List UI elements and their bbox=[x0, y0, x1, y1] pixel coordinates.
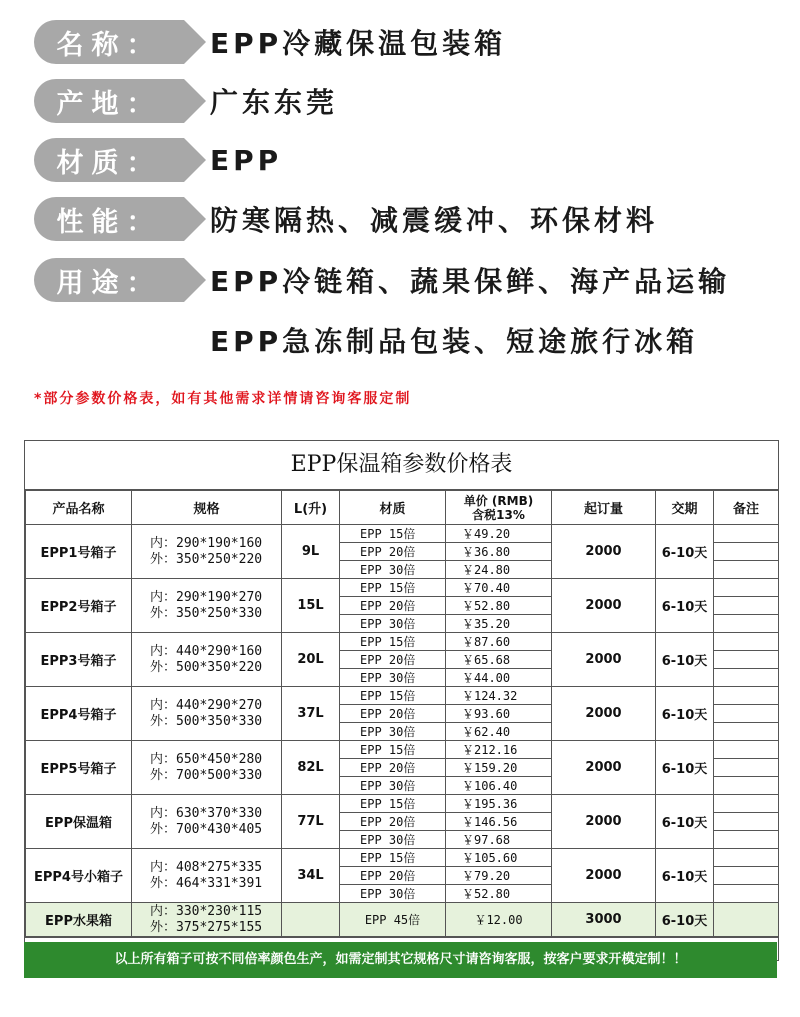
remark-cell bbox=[714, 525, 779, 543]
header-remark: 备注 bbox=[714, 491, 779, 525]
product-name: EPP2号箱子 bbox=[26, 579, 132, 633]
price-table bbox=[24, 440, 779, 961]
remark-cell bbox=[714, 669, 779, 687]
header-volume: L(升) bbox=[282, 491, 340, 525]
remark-cell bbox=[714, 651, 779, 669]
product-volume: 15L bbox=[282, 579, 340, 633]
spec-row-origin bbox=[34, 79, 339, 123]
inner-size: 内：330*230*115 bbox=[150, 903, 263, 919]
header-price-line1: 单价 (RMB) bbox=[463, 493, 534, 508]
product-spec bbox=[132, 687, 282, 741]
delivery-cell: 6-10天 bbox=[656, 687, 714, 741]
product-name: EPP保温箱 bbox=[26, 795, 132, 849]
remark-cell bbox=[714, 633, 779, 651]
material-cell: EPP 30倍 bbox=[340, 723, 446, 741]
price-cell: ￥87.60 bbox=[446, 633, 552, 651]
moq-cell: 2000 bbox=[552, 741, 656, 795]
material-cell: EPP 45倍 bbox=[340, 903, 446, 937]
price-cell: ￥65.68 bbox=[446, 651, 552, 669]
remark-cell bbox=[714, 813, 779, 831]
inner-size: 内：650*450*280 bbox=[150, 751, 263, 767]
price-cell: ￥159.20 bbox=[446, 759, 552, 777]
material-cell: EPP 30倍 bbox=[340, 777, 446, 795]
price-cell: ￥24.80 bbox=[446, 561, 552, 579]
material-cell: EPP 15倍 bbox=[340, 795, 446, 813]
remark-cell bbox=[714, 687, 779, 705]
spec-value: EPP bbox=[210, 143, 283, 177]
remark-cell bbox=[714, 705, 779, 723]
outer-size: 外：500*350*220 bbox=[150, 659, 263, 675]
material-cell: EPP 15倍 bbox=[340, 849, 446, 867]
inner-size: 内：408*275*335 bbox=[150, 859, 263, 875]
remark-cell bbox=[714, 885, 779, 903]
table-row bbox=[26, 795, 779, 813]
header-delivery: 交期 bbox=[656, 491, 714, 525]
product-spec bbox=[132, 741, 282, 795]
moq-cell: 2000 bbox=[552, 579, 656, 633]
price-cell: ￥105.60 bbox=[446, 849, 552, 867]
spec-value-2: EPP急冻制品包装、短途旅行冰箱 bbox=[210, 325, 699, 358]
spec-label: 材质： bbox=[34, 138, 184, 182]
footer-banner: 以上所有箱子可按不同倍率颜色生产，如需定制其它规格尺寸请咨询客服，按客户要求开模定制！！ bbox=[24, 942, 777, 978]
outer-size: 外：375*275*155 bbox=[150, 919, 263, 935]
product-spec bbox=[132, 525, 282, 579]
spec-value: EPP冷藏保温包装箱 bbox=[210, 27, 507, 60]
header-price-line2: 含税13% bbox=[472, 507, 525, 522]
spec-label: 名称： bbox=[34, 20, 184, 64]
delivery-cell: 6-10天 bbox=[656, 525, 714, 579]
product-spec bbox=[132, 903, 282, 937]
product-spec bbox=[132, 849, 282, 903]
delivery-cell: 6-10天 bbox=[656, 903, 714, 937]
material-cell: EPP 15倍 bbox=[340, 633, 446, 651]
header-name: 产品名称 bbox=[26, 491, 132, 525]
remark-cell bbox=[714, 543, 779, 561]
material-cell: EPP 30倍 bbox=[340, 831, 446, 849]
moq-cell: 2000 bbox=[552, 795, 656, 849]
material-cell: EPP 20倍 bbox=[340, 867, 446, 885]
table-row bbox=[26, 687, 779, 705]
inner-size: 内：290*190*160 bbox=[150, 535, 263, 551]
price-cell: ￥93.60 bbox=[446, 705, 552, 723]
moq-cell: 2000 bbox=[552, 633, 656, 687]
remark-cell bbox=[714, 723, 779, 741]
remark-cell bbox=[714, 831, 779, 849]
moq-cell: 2000 bbox=[552, 849, 656, 903]
price-cell: ￥52.80 bbox=[446, 597, 552, 615]
outer-size: 外：464*331*391 bbox=[150, 875, 263, 891]
product-volume: 34L bbox=[282, 849, 340, 903]
remark-cell bbox=[714, 777, 779, 795]
table-body bbox=[26, 525, 779, 937]
spec-label: 产地： bbox=[34, 79, 184, 123]
material-cell: EPP 30倍 bbox=[340, 669, 446, 687]
price-cell: ￥124.32 bbox=[446, 687, 552, 705]
spec-row-material bbox=[34, 138, 283, 182]
fruit-row bbox=[26, 903, 779, 937]
product-name: EPP4号箱子 bbox=[26, 687, 132, 741]
remark-cell bbox=[714, 579, 779, 597]
price-cell: ￥62.40 bbox=[446, 723, 552, 741]
price-cell: ￥106.40 bbox=[446, 777, 552, 795]
material-cell: EPP 30倍 bbox=[340, 885, 446, 903]
product-name: EPP水果箱 bbox=[26, 903, 132, 937]
spec-value: 防寒隔热、减震缓冲、环保材料 bbox=[210, 204, 659, 237]
product-spec bbox=[132, 795, 282, 849]
table-title: EPP保温箱参数价格表 bbox=[25, 441, 778, 490]
remark-cell bbox=[714, 795, 779, 813]
price-cell: ￥97.68 bbox=[446, 831, 552, 849]
remark-cell bbox=[714, 867, 779, 885]
remark-cell bbox=[714, 615, 779, 633]
outer-size: 外：350*250*330 bbox=[150, 605, 263, 621]
header-material: 材质 bbox=[340, 491, 446, 525]
remark-cell bbox=[714, 903, 779, 937]
product-volume: 77L bbox=[282, 795, 340, 849]
product-name: EPP5号箱子 bbox=[26, 741, 132, 795]
product-volume: 20L bbox=[282, 633, 340, 687]
inner-size: 内：290*190*270 bbox=[150, 589, 263, 605]
material-cell: EPP 15倍 bbox=[340, 741, 446, 759]
moq-cell: 2000 bbox=[552, 525, 656, 579]
material-cell: EPP 20倍 bbox=[340, 597, 446, 615]
inner-size: 内：440*290*160 bbox=[150, 643, 263, 659]
remark-cell bbox=[714, 561, 779, 579]
outer-size: 外：500*350*330 bbox=[150, 713, 263, 729]
product-name: EPP3号箱子 bbox=[26, 633, 132, 687]
price-cell: ￥44.00 bbox=[446, 669, 552, 687]
material-cell: EPP 20倍 bbox=[340, 543, 446, 561]
table-row bbox=[26, 849, 779, 867]
material-cell: EPP 20倍 bbox=[340, 813, 446, 831]
product-volume: 82L bbox=[282, 741, 340, 795]
price-cell: ￥70.40 bbox=[446, 579, 552, 597]
outer-size: 外：700*500*330 bbox=[150, 767, 263, 783]
parameter-note: *部分参数价格表，如有其他需求详情请咨询客服定制 bbox=[34, 391, 412, 407]
price-grid bbox=[25, 490, 779, 937]
table-row bbox=[26, 525, 779, 543]
price-cell: ￥12.00 bbox=[446, 903, 552, 937]
product-name: EPP4号小箱子 bbox=[26, 849, 132, 903]
spec-value: EPP冷链箱、蔬果保鲜、海产品运输 bbox=[210, 265, 731, 298]
moq-cell: 2000 bbox=[552, 687, 656, 741]
spec-row-name bbox=[34, 20, 507, 64]
inner-size: 内：630*370*330 bbox=[150, 805, 263, 821]
price-cell: ￥212.16 bbox=[446, 741, 552, 759]
material-cell: EPP 15倍 bbox=[340, 579, 446, 597]
remark-cell bbox=[714, 759, 779, 777]
moq-cell: 3000 bbox=[552, 903, 656, 937]
price-cell: ￥146.56 bbox=[446, 813, 552, 831]
price-cell: ￥36.80 bbox=[446, 543, 552, 561]
material-cell: EPP 15倍 bbox=[340, 687, 446, 705]
outer-size: 外：350*250*220 bbox=[150, 551, 263, 567]
price-cell: ￥195.36 bbox=[446, 795, 552, 813]
product-spec bbox=[132, 633, 282, 687]
spec-label: 用途： bbox=[34, 258, 184, 302]
header-price bbox=[446, 491, 552, 525]
delivery-cell: 6-10天 bbox=[656, 633, 714, 687]
material-cell: EPP 20倍 bbox=[340, 759, 446, 777]
price-cell: ￥35.20 bbox=[446, 615, 552, 633]
delivery-cell: 6-10天 bbox=[656, 795, 714, 849]
price-cell: ￥52.80 bbox=[446, 885, 552, 903]
spec-label: 性能： bbox=[34, 197, 184, 241]
product-spec bbox=[132, 579, 282, 633]
spec-value: 广东东莞 bbox=[210, 86, 339, 119]
product-volume: 37L bbox=[282, 687, 340, 741]
header-spec: 规格 bbox=[132, 491, 282, 525]
product-name: EPP1号箱子 bbox=[26, 525, 132, 579]
remark-cell bbox=[714, 597, 779, 615]
material-cell: EPP 20倍 bbox=[340, 651, 446, 669]
remark-cell bbox=[714, 741, 779, 759]
header-moq: 起订量 bbox=[552, 491, 656, 525]
delivery-cell: 6-10天 bbox=[656, 579, 714, 633]
material-cell: EPP 20倍 bbox=[340, 705, 446, 723]
material-cell: EPP 30倍 bbox=[340, 615, 446, 633]
spec-row-performance bbox=[34, 197, 659, 241]
delivery-cell: 6-10天 bbox=[656, 741, 714, 795]
product-volume: 9L bbox=[282, 525, 340, 579]
price-cell: ￥49.20 bbox=[446, 525, 552, 543]
spec-row-usage bbox=[34, 258, 731, 302]
table-row bbox=[26, 633, 779, 651]
table-header-row bbox=[26, 491, 779, 525]
outer-size: 外：700*430*405 bbox=[150, 821, 263, 837]
inner-size: 内：440*290*270 bbox=[150, 697, 263, 713]
material-cell: EPP 30倍 bbox=[340, 561, 446, 579]
product-volume bbox=[282, 903, 340, 937]
table-row bbox=[26, 741, 779, 759]
price-cell: ￥79.20 bbox=[446, 867, 552, 885]
material-cell: EPP 15倍 bbox=[340, 525, 446, 543]
table-row bbox=[26, 579, 779, 597]
delivery-cell: 6-10天 bbox=[656, 849, 714, 903]
remark-cell bbox=[714, 849, 779, 867]
